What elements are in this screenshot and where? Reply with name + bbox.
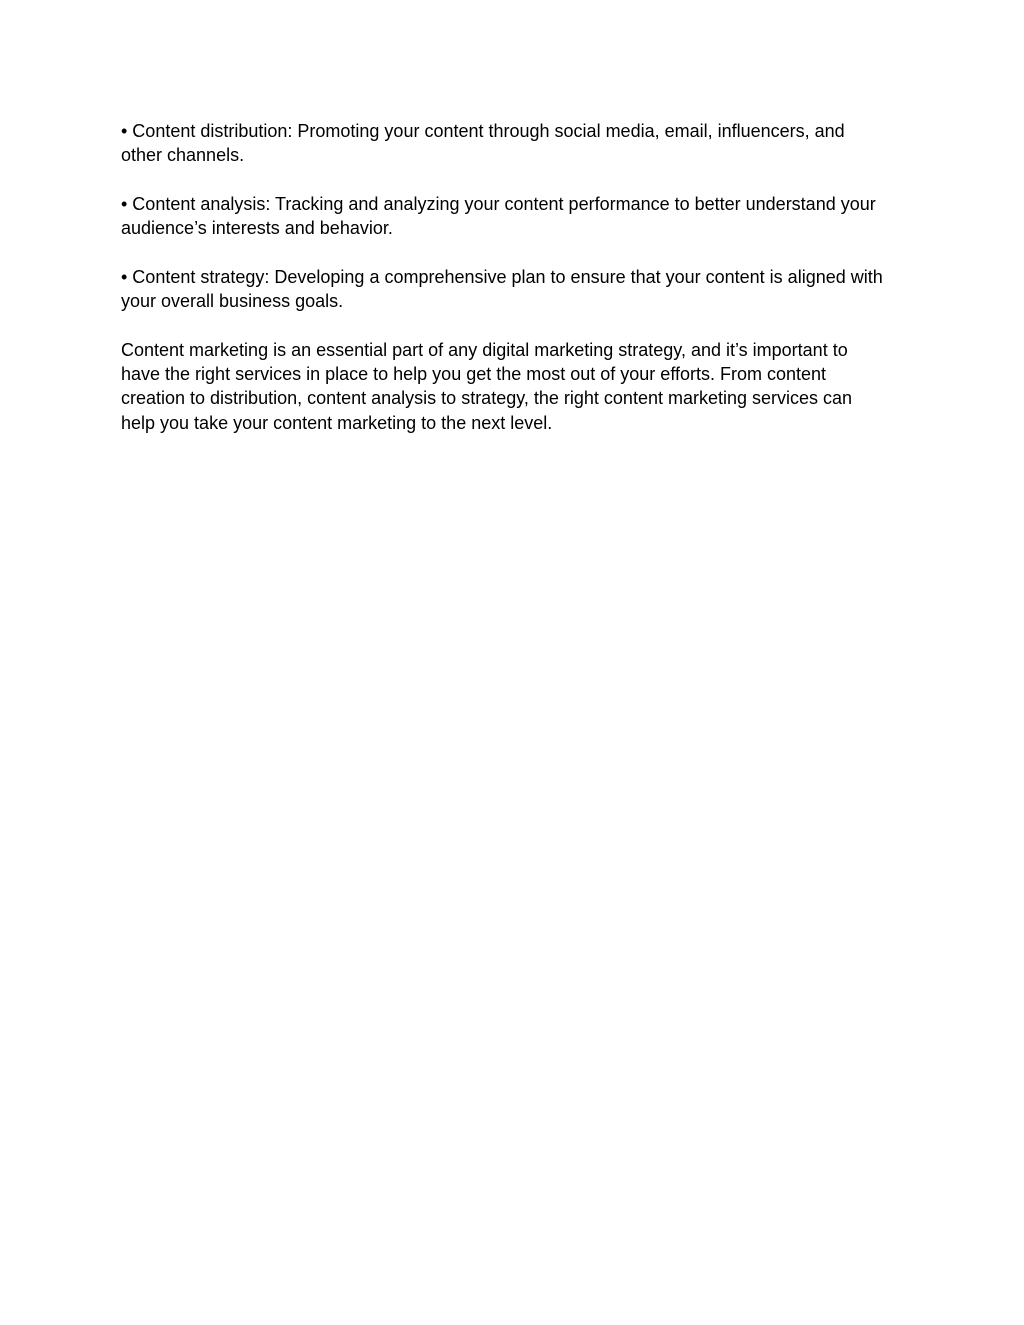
- paragraph-line: your overall business goals.: [121, 291, 344, 312]
- closing-paragraph: [121, 338, 911, 435]
- paragraph-line: Content marketing is an essential part of any digital marketing strategy, and it’s important to: [121, 339, 848, 360]
- paragraph-line: creation to distribution, content analysis to strategy, the right content marketing services can: [121, 388, 853, 409]
- paragraph-line: • Content analysis: Tracking and analyzing your content performance to better understand your: [121, 193, 876, 214]
- paragraph-line: other channels.: [121, 145, 245, 166]
- bullet-content-strategy: [121, 265, 911, 314]
- paragraph-line: • Content strategy: Developing a comprehensive plan to ensure that your content is aligned with: [121, 266, 883, 287]
- paragraph-line: help you take your content marketing to the next level.: [121, 412, 553, 433]
- bullet-content-analysis: [121, 192, 911, 241]
- paragraph-line: have the right services in place to help you get the most out of your efforts. From content: [121, 363, 827, 384]
- document-body: [121, 119, 911, 459]
- paragraph-line: audience’s interests and behavior.: [121, 218, 393, 239]
- paragraph-line: • Content distribution: Promoting your content through social media, email, influencers, and: [121, 121, 845, 141]
- bullet-content-distribution: [121, 119, 911, 168]
